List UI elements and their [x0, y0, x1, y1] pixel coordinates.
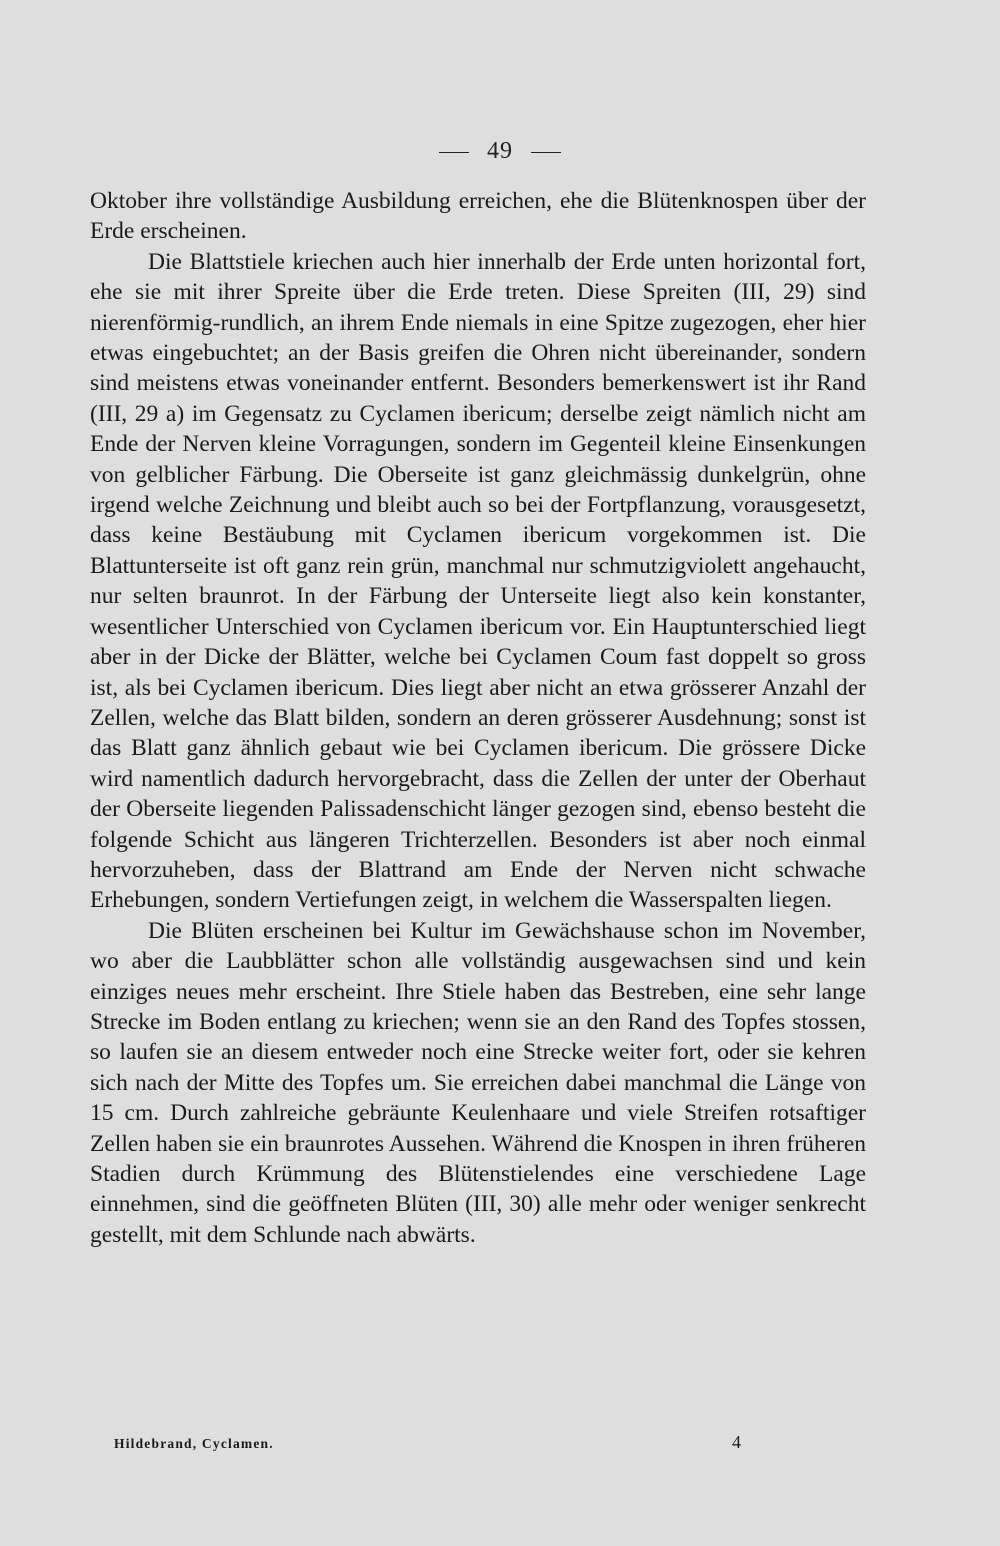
paragraph-leaf-stalks: Die Blattstiele kriechen auch hier innerhalb der Erde unten horizontal fort, ehe sie mit ihrer Spreite über die Erde treten. Diese Spreiten (III, 29) sind nierenförmig-rundlich, an ihrem Ende niemals in eine Spitze zugezogen, eher hier etwas eingebuchtet; an der Basis greifen die Ohren nicht übereinander, sondern sind meistens etwas voneinander entfernt. Besonders bemerkenswert ist ihr Rand (III, 29 a) im Gegensatz zu Cyclamen ibericum; derselbe zeigt nämlich nicht am Ende der Nerven kleine Vorragungen, sondern im Gegenteil kleine Einsenkungen von gelblicher Färbung. Die Oberseite ist ganz gleichmässig dunkelgrün, ohne irgend welche Zeichnung und bleibt auch so bei der Fortpflanzung, vorausgesetzt, dass keine Bestäubung mit Cyclamen ibericum vorgekommen ist. Die Blattunterseite ist oft ganz rein grün, manchmal nur schmutzigviolett angehaucht, nur selten braunrot. In der Färbung der Unterseite liegt also kein konstanter, wesentlicher Unterschied von Cyclamen ibericum vor. Ein Hauptunterschied liegt aber in der Dicke der Blätter, welche bei Cyclamen Coum fast doppelt so gross ist, als bei Cyclamen ibericum. Dies liegt aber nicht an etwa grösserer Anzahl der Zellen, welche das Blatt bilden, sondern an deren grösserer Ausdehnung; sonst ist das Blatt ganz ähnlich gebaut wie bei Cyclamen ibericum. Die grössere Dicke wird namentlich dadurch hervorgebracht, dass die Zellen der unter der Oberhaut der Oberseite liegenden Palissadenschicht länger gezogen sind, ebenso besteht die folgende Schicht aus längeren Trichterzellen. Besonders ist aber noch einmal hervorzuheben, dass der Blattrand am Ende der Nerven nicht schwache Erhebungen, sondern Vertiefungen zeigt, in welchem die Wasserspalten liegen. [90, 248, 866, 914]
signature-mark: Hildebrand, Cyclamen. [114, 1436, 274, 1451]
paragraph-continuation: Oktober ihre vollständige Ausbildung erreichen, ehe die Blütenknospen über der Erde erscheinen. [90, 188, 866, 245]
header-dash-left [439, 152, 469, 153]
page-number: 49 [487, 138, 513, 164]
body-text [90, 186, 866, 1250]
page-header [0, 138, 1000, 165]
sheet-number: 4 [732, 1432, 741, 1452]
paragraph-flowers: Die Blüten erscheinen bei Kultur im Gewächshause schon im November, wo aber die Laubblätter schon alle vollständig ausgewachsen sind und kein einziges neues mehr erscheint. Ihre Stiele haben das Bestreben, eine sehr lange Strecke im Boden entlang zu kriechen; wenn sie an den Rand des Topfes stossen, so laufen sie an diesem entweder noch eine Strecke weiter fort, oder sie kehren sich nach der Mitte des Topfes um. Sie erreichen dabei manchmal die Länge von 15 cm. Durch zahlreiche gebräunte Keulenhaare und viele Streifen rotsaftiger Zellen haben sie ein braunrotes Aussehen. Während die Knospen in ihren früheren Stadien durch Krümmung des Blütenstielendes eine verschiedene Lage einnehmen, sind die geöffneten Blüten (III, 30) alle mehr oder weniger senkrecht gestellt, mit dem Schlunde nach abwärts. [90, 917, 866, 1248]
page-footer [90, 1432, 866, 1456]
header-dash-right [531, 152, 561, 153]
